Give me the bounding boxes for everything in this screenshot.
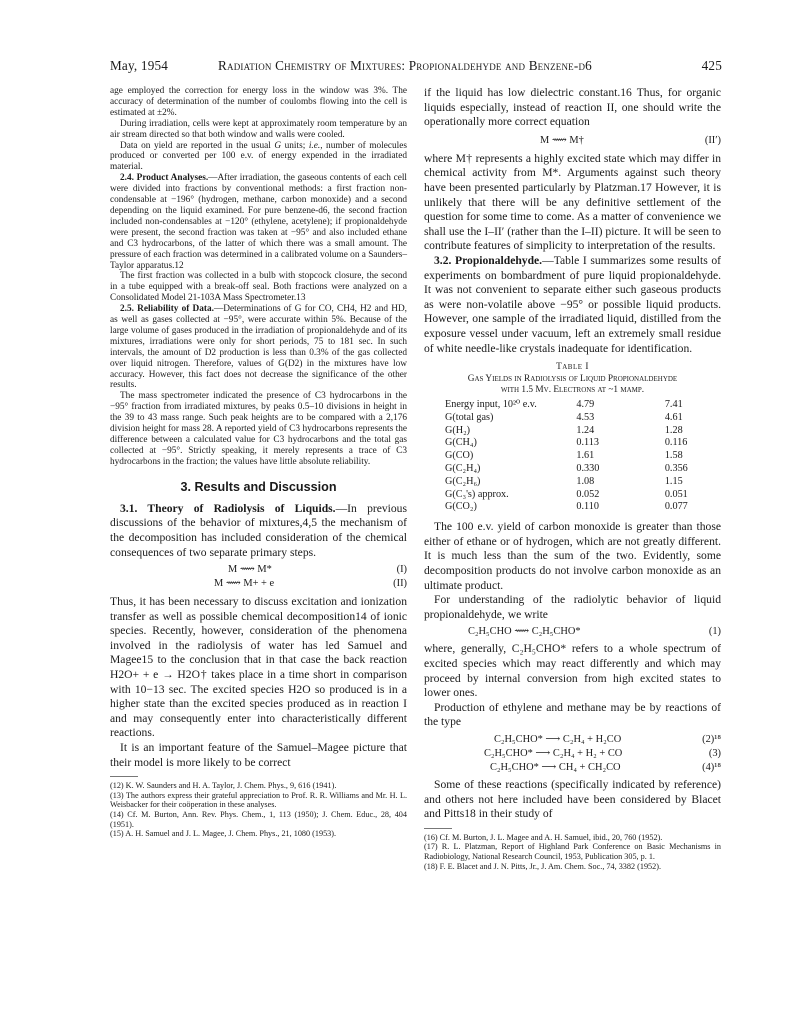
table-subtitle: with 1.5 Mv. Electrons at ~1 μamp. [500, 385, 645, 396]
paragraph: Data on yield are reported in the usual G units; i.e., number of molecules produced or converted per 100 e.v. of energy expended in the irradiated material. [110, 140, 407, 173]
table-cell: 4.61 [664, 411, 683, 423]
table-cell: 1.58 [664, 450, 683, 462]
subsection-heading: 3.1. Theory of Radiolysis of Liquids. [120, 501, 336, 515]
issue-date: May, 1954 [110, 58, 169, 73]
left-column [110, 86, 407, 839]
table-row-label: G(total gas) [445, 411, 494, 423]
paragraph: The 100 e.v. yield of carbon monoxide is greater than those either of ethane or of hydrogen, which are not greatly different. It is much less than the sum of the two. Evidently, some decomposition products do not involve carbon monoxide as an ultimate product. [424, 520, 721, 592]
right-column [424, 86, 721, 871]
table-cell: 0.116 [664, 437, 688, 449]
section-heading: 3. Results and Discussion [180, 479, 337, 494]
subsection-heading: 2.5. Reliability of Data. [120, 304, 214, 315]
table-row-label: G(H₂) [445, 424, 471, 436]
footnote: (14) Cf. M. Burton, Ann. Rev. Phys. Chem., 1, 113 (1950); J. Chem. Educ., 28, 404 (1951). [110, 810, 407, 829]
table-row-label: G(C₂H₆) [445, 475, 481, 487]
table-cell: 0.330 [576, 463, 600, 475]
footnote: (15) A. H. Samuel and J. L. Magee, J. Chem. Phys., 21, 1080 (1953). [110, 829, 337, 839]
table-label: Table I [556, 362, 589, 373]
table-cell: 1.28 [664, 424, 683, 436]
table-title: Gas Yields in Radiolysis of Liquid Propionaldehyde [467, 374, 678, 385]
equation: M ⟿ M* (I) [228, 564, 407, 576]
equation: M ⟿ M+ + e (II) [214, 578, 407, 590]
table-row [445, 437, 721, 450]
footnote: (17) R. L. Platzman, Report of Highland Park Conference on Basic Mechanisms in Radiobiology, National Research Council, 1953, Publication 305, p. 1. [424, 842, 721, 861]
paragraph: It is an important feature of the Samuel–Magee picture that their model is more likely to be correct [110, 741, 407, 769]
paragraph: During irradiation, cells were kept at approximately room temperature by an air stream directed so that both window and walls were cooled. [110, 118, 407, 140]
subsection-heading: 2.4. Product Analyses. [120, 173, 209, 184]
equation: C₂H₅CHO* ⟶ C₂H₄ + H₂CO (2)¹⁸ [494, 733, 721, 745]
table-row [445, 501, 721, 514]
paragraph: if the liquid has low dielectric constant.16 Thus, for organic liquids especially, instead of reaction II, one should write the operationally more correct equation [424, 86, 721, 129]
table-cell: 4.53 [576, 411, 595, 423]
paragraph: Some of these reactions (specifically indicated by reference) and others not here included have been considered by Blacet and Pitts18 in their study of [424, 777, 721, 821]
footnote: (16) Cf. M. Burton, J. L. Magee and A. H. Samuel, ibid., 20, 760 (1952). [424, 832, 663, 842]
paragraph: The first fraction was collected in a bulb with stopcock closure, the second in a tube equipped with a break-off seal. Both fractions were analyzed on a Consolidated Model 21-103A Mass Spectrometer.13 [110, 271, 407, 304]
table-cell: 0.110 [576, 501, 599, 513]
table-cell: 1.24 [576, 424, 595, 436]
paragraph: For understanding of the radiolytic behavior of liquid propionaldehyde, we write [424, 593, 721, 621]
table-row-label: G(CH₄) [445, 437, 477, 449]
table-cell: 7.41 [664, 399, 683, 411]
equation: C₂H₅CHO ⟿ C₂H₅CHO* (1) [468, 626, 721, 638]
section-2-5: 2.5. Reliability of Data.—Determinations of G for CO, CH4, H2 and HD, as well as gases collected at −95°, were accurate within 5%. Because of the large volume of gases produced in the irradiation of propionaldehyde and of its mixtures, irradiations were only for short periods, 75 to 181 sec. In such intervals, the amount of D2 production is less than 0.3% of the gas collected over liquid nitrogen. Therefore, values of G(D2) in the mixtures have low accuracy. However, this fact does not decrease the significance of the other results. [110, 304, 407, 391]
yield-table [445, 399, 721, 514]
table-cell: 4.79 [576, 399, 595, 411]
page-number: 425 [701, 58, 722, 73]
equation: C₂H₅CHO* ⟶ CH₄ + CH₂CO (4)¹⁸ [490, 761, 721, 773]
running-title: Radiation Chemistry of Mixtures: Propionaldehyde and Benzene-d6 [218, 58, 592, 73]
section-3-1: 3.1. Theory of Radiolysis of Liquids.—In previous discussions of the behavior of mixtures,4,5 the mechanism of the decomposition has included consideration of the chemical consequences of two separate primary steps. [110, 501, 407, 559]
paragraph: Production of ethylene and methane may be by reactions of the type [424, 700, 721, 729]
table-row [445, 476, 721, 489]
section-3-2: 3.2. Propionaldehyde.—Table I summarizes some results of experiments on bombardment of pure liquid propionaldehyde. It was not convenient to separate either such gaseous products as were non-volatile above −95° or possible liquid products. However, one sample of the irradiated liquid, distilled from the exposure vessel under vacuum, left an extremely small residue of white needle-like crystals inadequate for identification. [424, 253, 721, 355]
table-cell: 0.113 [576, 437, 599, 449]
table-row-label: G(CO) [445, 450, 474, 462]
paragraph: The mass spectrometer indicated the presence of C3 hydrocarbons in the −95° fraction from irradiated mixtures, by peaks 0.5–10 divisions in height in the 39 to 43 mass range. Such peak heights are to be compared with a 2,176 division height for mass 28. A reported yield of C3 hydrocarbons represents the difference between a calculated value for C3 hydrocarbons and the total gas collected at −95°. Strictly speaking, it merely represents a trace of C3 hydrocarbons in the fraction; the values have little absolute reliability. [110, 391, 407, 467]
paragraph: Thus, it has been necessary to discuss excitation and ionization transfer as well as possible chemical decomposition14 of ionic species. Recently, however, consideration of the phenomena involved in the radiolysis of water has led Samuel and Magee15 to the conclusion that in that case the back reaction H2O+ + e → H2O† takes place in a time short in comparison with 10−13 sec. The excited species H2O so produced is in a higher state than the excited species produced as in reaction I and may consequently enter into characteristically different reactions. [110, 595, 407, 740]
table-row [445, 399, 721, 412]
table-row [445, 450, 721, 463]
table-cell: 1.08 [576, 475, 595, 487]
table-row-label: G(C₃'s) approx. [445, 488, 509, 500]
footnote: (12) K. W. Saunders and H. A. Taylor, J. Chem. Phys., 9, 616 (1941). [110, 781, 337, 791]
table-cell: 0.052 [576, 488, 600, 500]
table-row [445, 425, 721, 438]
footnote: (18) F. E. Blacet and J. N. Pitts, Jr., J. Am. Chem. Soc., 74, 3382 (1952). [424, 861, 661, 871]
paragraph: where M† represents a highly excited state which may differ in chemical activity from M*. Arguments against such theory have been presented particularly by Platzman.17 However, it is unlikely that there will be any definitive settlement of the question for some time to come. As a matter of convenience we shall use the I–II′ (rather than the I–II) picture. It will be seen to contribute features of simplicity to interpretation of the results. [424, 151, 721, 253]
subsection-heading: 3.2. Propionaldehyde. [434, 253, 543, 267]
table-cell: 1.15 [664, 475, 683, 487]
footnote-rule [424, 828, 452, 829]
equation: C₂H₅CHO* ⟶ C₂H₄ + H₂ + CO (3) [484, 747, 721, 759]
table-cell: 0.356 [664, 463, 688, 475]
paragraph: where, generally, C₂H₅CHO* refers to a whole spectrum of excited species which may react differently and which may proceed by internal conversion from high excited states to lower ones. [424, 642, 721, 700]
table-cell: 0.077 [664, 501, 688, 513]
equation: M ⟿ M† (II′) [540, 134, 721, 146]
section-2-4: 2.4. Product Analyses.—After irradiation, the gaseous contents of each cell were divided into fractions by conventional methods: a first fraction non-condensable at −196° (hydrogen, methane, carbon monoxide) and a second depending on the liquid examined. For pure benzene-d6, the second fraction included non-condensables at −120° (ethylene, acetylene); if propionaldehyde were present, the second fraction was taken at −95° and also included ethane and C3 hydrocarbons, of the latter of which there was a small amount. The pressure of each fraction was determined in a calibrated volume on a Saunders–Taylor apparatus.12 [110, 173, 407, 271]
table-row-label: G(C₂H₄) [445, 463, 481, 475]
table-cell: 1.61 [576, 450, 595, 462]
paragraph: age employed the correction for energy loss in the window was 3%. The accuracy of determination of the number of coulombs flowing into the cell is estimated at ±2%. [110, 86, 407, 118]
table-row [445, 463, 721, 476]
table-row [445, 412, 721, 425]
table-row [445, 489, 721, 502]
footnote: (13) The authors express their grateful appreciation to Prof. R. R. Williams and Mr. H. L. Weisbacker for their coöperation in these analyses. [110, 790, 407, 810]
table-cell: 0.051 [664, 488, 688, 500]
running-header [110, 58, 722, 74]
footnote-rule [110, 776, 138, 777]
table-row-label: Energy input, 10²⁰ e.v. [445, 399, 537, 411]
table-row-label: G(CO₂) [445, 501, 477, 513]
